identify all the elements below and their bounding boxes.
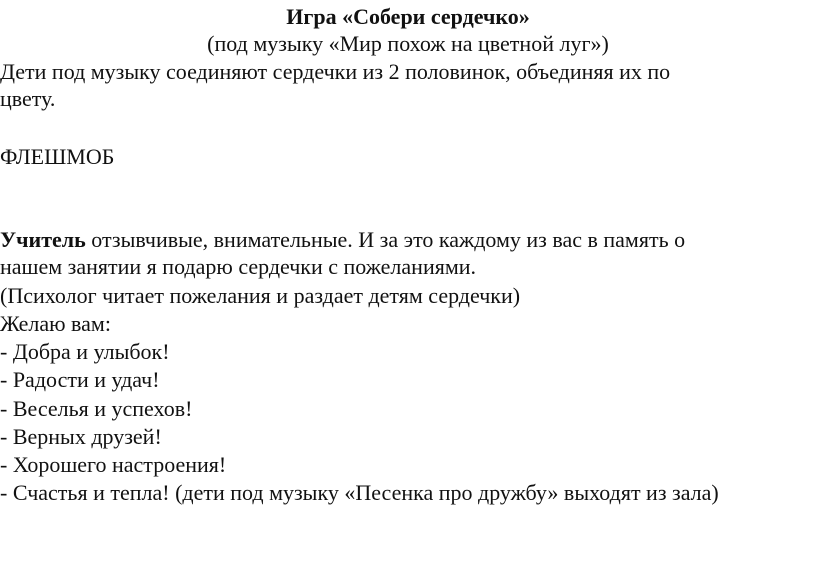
wish-item: - Добра и улыбок!: [0, 339, 170, 364]
psychologist-note: (Психолог читает пожелания и раздает детям сердечки): [0, 283, 521, 308]
intro-line-2: цвету.: [0, 86, 56, 111]
wishes-intro: Желаю вам:: [0, 311, 111, 336]
wish-item: - Веселья и успехов!: [0, 396, 193, 421]
document-title: Игра «Собери сердечко»: [286, 4, 530, 29]
teacher-label: Учитель: [0, 227, 86, 252]
teacher-paragraph-line-2: нашем занятии я подарю сердечки с пожеланиями.: [0, 254, 477, 279]
wish-item: - Хорошего настроения!: [0, 452, 227, 477]
flashmob-heading: ФЛЕШМОБ: [0, 144, 115, 169]
document-subtitle: (под музыку «Мир похож на цветной луг»): [207, 31, 609, 56]
wish-item: - Счастья и тепла! (дети под музыку «Песенка про дружбу» выходят из зала): [0, 480, 719, 505]
teacher-text-1: отзывчивые, внимательные. И за это каждому из вас в память о: [85, 227, 686, 252]
wish-item: - Верных друзей!: [0, 424, 162, 449]
intro-line-1: Дети под музыку соединяют сердечки из 2 половинок, объединяя их по: [0, 59, 671, 84]
wish-item: - Радости и удач!: [0, 367, 160, 392]
teacher-paragraph-line-1: [0, 226, 685, 253]
